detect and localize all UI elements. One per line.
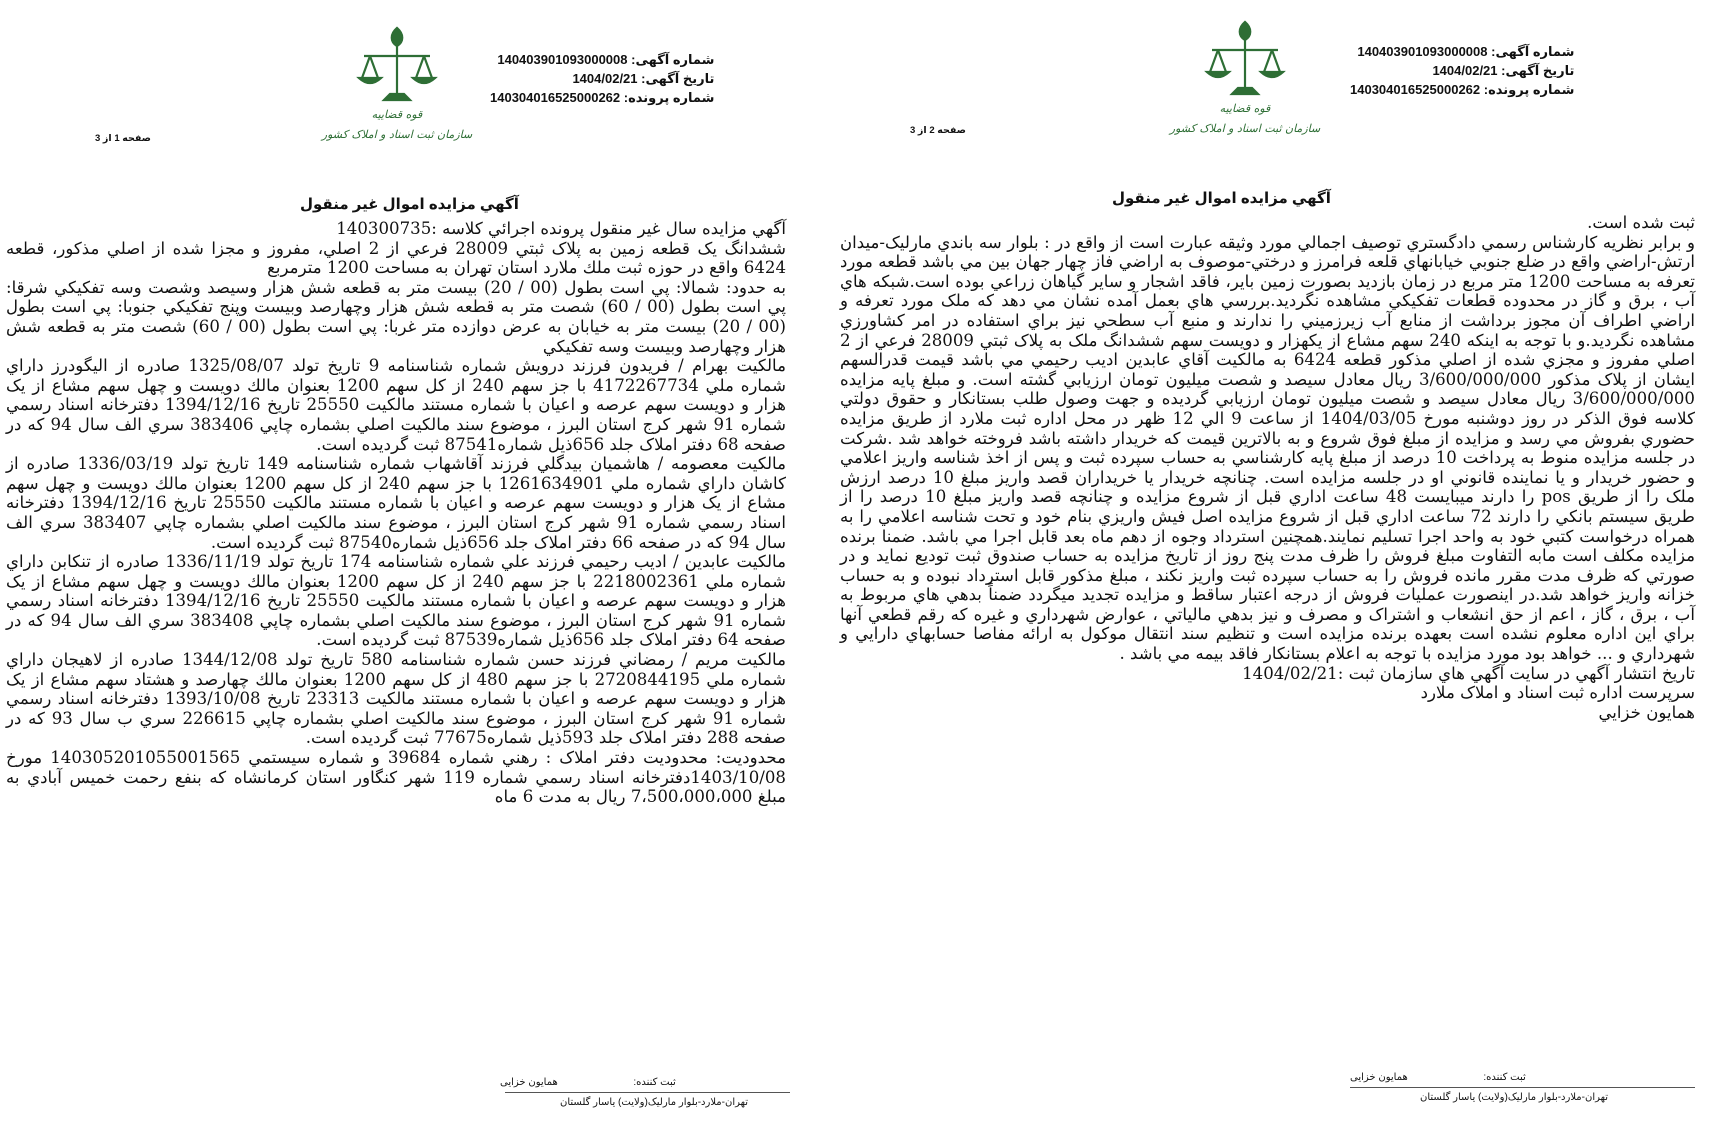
page-title: آگهي مزايده اموال غير منقول — [300, 196, 519, 213]
page-indicator: صفحه 1 از 3 — [95, 133, 151, 144]
paragraph-case-class: آگهي مزايده سال غير منقول پرونده اجرائي كلاسه :140300735 — [336, 219, 786, 238]
footer-registrar-name: همایون خزایی — [500, 1077, 558, 1088]
paragraph-owner-4: مالكيت مريم / رمضاني فرزند حسن شماره شناسنامه 580 تاريخ تولد 1344/12/08 صادره از لاهيجان داراي شماره ملي 2720844195 با جز سهم 480 از كل سهم 1200 بعنوان مالك چهارصد و هشتاد سهم مشاع از يک هزار و دويست سهم عرصه و اعيان با شماره مستند مالكيت 23313 تاريخ 1393/10/08 دفترخانه اسناد رسمي شماره 91 شهر كرج استان البرز ، موضوع سند مالكيت اصلي بشماره چاپي 226615 سري ب سال 93 كه در صفحه 288 دفتر املاک جلد 593ذيل شماره77675 ثبت گرديده است. — [6, 650, 786, 748]
paragraph-property: ششدانگ يک قطعه زمين به پلاک ثبتي 28009 فرعي از 2 اصلي، مفروز و مجزا شده از اصلي مذكور، قطعه 6424 واقع در حوزه ثبت ملك ملارد استان تهران به مساحت 1200 مترمربع — [6, 238, 786, 278]
page-title: آگهي مزايده اموال غير منقول — [1112, 190, 1331, 207]
paragraph-signatory: همايون خزايي — [1598, 702, 1695, 722]
ad-header-info — [490, 50, 714, 107]
announcement-body — [6, 219, 786, 807]
footer-registrar-name: همایون خزایی — [1350, 1072, 1408, 1083]
footer-address: تهران-ملارد-بلوار مارلیک(ولایت) یاسار گلستان — [1420, 1092, 1609, 1103]
announcement-body — [840, 213, 1695, 722]
paragraph-owner-2: مالكيت معصومه / هاشميان بيدگلي فرزند آقاشهاب شماره شناسنامه 149 تاريخ تولد 1336/03/19 صادره از كاشان داراي شماره ملي 1261634901 با جز سهم 240 از كل سهم 1200 بعنوان مالك دويست و چهل سهم مشاع از يک هزار و دويست سهم عرصه و اعيان با شماره مستند مالكيت 25550 تاريخ 1394/12/16 دفترخانه اسناد رسمي شماره 91 شهر كرج استان البرز ، موضوع سند مالكيت اصلي بشماره چاپي 383407 سري الف سال 94 كه در صفحه 66 دفتر املاک جلد 656ذيل شماره87540 ثبت گرديده است. — [6, 454, 786, 552]
logo-caption-organization: سازمان ثبت اسناد و املاک کشور — [1169, 122, 1321, 135]
footer-divider — [1350, 1087, 1695, 1088]
paragraph-owner-1: مالكيت بهرام / فريدون فرزند درويش شماره شناسنامه 9 تاريخ تولد 1325/08/07 صادره از اليگودرز داراي شماره ملي 4172267734 با جز سهم 240 از كل سهم 1200 بعنوان مالك دويست و چهل سهم مشاع از يک هزار و دويست سهم عرصه و اعيان با شماره مستند مالكيت 25550 تاريخ 1394/12/16 دفترخانه اسناد رسمي شماره 91 شهر كرج استان البرز ، موضوع سند مالكيت اصلي بشماره چاپي 383406 سري الف سال 94 كه در صفحه 68 دفتر املاک جلد 656ذيل شماره87541 ثبت گرديده است. — [6, 356, 786, 454]
paragraph-owner-3: مالكيت عابدين / اديب رحيمي فرزند علي شماره شناسنامه 174 تاريخ تولد 1336/11/19 صادره از تنكابن داراي شماره ملي 2218002361 با جز سهم 240 از كل سهم 1200 بعنوان مالك دويست و چهل سهم مشاع از يک هزار و دويست سهم عرصه و اعيان با شماره مستند مالكيت 25550 تاريخ 1394/12/16 دفترخانه اسناد رسمي شماره 91 شهر كرج استان البرز ، موضوع سند مالكيت اصلي بشماره چاپي 383408 سري الف سال 94 كه در صفحه 64 دفتر املاک جلد 656ذيل شماره87539 ثبت گرديده است. — [6, 552, 786, 650]
logo-caption-organization: سازمان ثبت اسناد و املاک کشور — [321, 128, 473, 141]
case-number: 140304016525000262 — [1350, 82, 1481, 97]
case-number-label: شماره پرونده: — [623, 90, 715, 105]
ad-date: 1404/02/21 — [572, 71, 638, 86]
page-indicator: صفحه 2 از 3 — [910, 125, 966, 136]
ad-date-label: تاریخ آگهی: — [1501, 63, 1575, 78]
footer-registrar-label: ثبت کننده: — [633, 1077, 676, 1088]
ad-date: 1404/02/21 — [1432, 63, 1498, 78]
ad-number-label: شماره آگهی: — [1491, 44, 1575, 59]
judiciary-scales-emblem-icon — [321, 20, 473, 150]
case-number-label: شماره پرونده: — [1483, 82, 1575, 97]
page-one — [0, 0, 800, 1130]
ad-number: 140403901093000008 — [497, 52, 628, 67]
ad-number: 140403901093000008 — [1357, 44, 1488, 59]
footer-registrar — [1350, 1072, 1526, 1083]
paragraph-boundaries: به حدود: شمالا: پي است بطول (00 / 20) بيست متر به قطعه شش هزار وسيصد وشصت وسه تفكيكي شرقا: پي است بطول (00 / 60) شصت متر به قطعه شش هزار وچهارصد وبيست وپنج تفكيكي جنوبا: پي است بطول (00 / 20) بيست متر به خيابان به عرض دوازده متر غربا: پي است بطول (00 / 60) شصت متر به قطعه شش هزار وچهارصد وبيست وسه تفكيكي — [6, 277, 787, 356]
logo-caption-judiciary: قوه قضاییه — [371, 108, 423, 121]
ad-number-row — [490, 50, 714, 69]
paragraph-expert-opinion: و برابر نظريه كارشناس رسمي دادگستري توصيف اجمالي مورد وثيقه عبارت است از واقع در : بلوار سه باندي مارليک-ميدان ارتش-اراضي واقع در ضلع جنوبي خيابانهاي قلعه فرامرز و درختي-موصوف به اراضي فاز چهار جهان بين مي باشد قطعه مورد تعرفه به مساحت 1200 متر مربع در زمان بازديد بصورت زمين باير، فاقد اشجار و ساير گياهان زراعي بوده است.شبكه هاي آب ، برق و گاز در محدوده قطعات تفكيكي مشاهده نگرديد.بررسي هاي بعمل آمده نشان مي دهد كه ملک مورد تعرفه و اراضي اطراف آن مجوز برداشت از منابع آب زيرزميني را ندارند و منبع آب سطحي نيز براي استفاده در امر كشاورزي مشاهده نگرديد.و با توجه به اينكه 240 سهم مشاع از يكهزار و دويست سهم ششدانگ ملک به پلاک ثبتي 28009 فرعي از 2 اصلي مفروز و مجزي شده از اصلي مذكور قطعه 6424 به مالكيت آقاي عابدين اديب رحيمي مي باشد قيمت قدرالسهم ايشان از پلاک مذكور 3/600/000/000 ريال معادل سيصد و شصت ميليون تومان ارزيابي گشته است. و مبلغ پايه مزايده 3/600/000/000 ريال معادل سيصد و شصت ميليون تومان ارزيابي گرديده و جهت وصول طلب بستانكار و حقوق دولتي كلاسه فوق الذكر در روز دوشنبه مورخ 1404/03/05 از ساعت 9 الي 12 ظهر در محل اداره ثبت ملارد از طريق مزايده حضوري بفروش مي رسد و مزايده از مبلغ فوق شروع و به بالاترين قيمت كه خريدار داشته باشد فروخته خواهد شد .شركت در جلسه مزايده منوط به پرداخت 10 درصد از مبلغ پايه كارشناسي به حساب سپرده ثبت و پس از اخذ شناسه واريز اعلامي و حضور خريدار و يا نماينده قانوني او در جلسه مزايده است. چنانچه خريدار يا خريداران قصد واريز مبلغ 10 درصد ارزش ملک را از طريق pos را دارند ميبايست 48 ساعت اداري قبل از شروع مزايده و چنانچه قصد واريز مبلغ 10 درصد را از طريق سيستم بانكي را دارند 72 ساعت اداري قبل از شروع مزايده اصل فيش واريزي بنام خود و تحت شناسه اعلامي را به همراه درخواست كتبي خود به واحد اجرا تسليم نمايند.همچنين استرداد وجوه از دهم ماه بعد قابل اجرا مي باشد. ضمنا برنده مزايده مكلف است مابه التفاوت مبلغ فروش را ظرف مدت پنج روز از تاريخ مزايده به حساب صندوق ثبت توديع نمايد و در صورتي كه ظرف مدت مقرر مانده فروش را به حساب سپرده ثبت واريز نكند ، مبلغ مذكور قابل استرداد نبوده و به حساب خزانه واريز خواهد شد.در اينصورت عمليات فروش از درجه اعتبار ساقط و مزايده تجديد ميگردد ضمناً بدهي هاي مربوط به آب ، برق ، گاز ، اعم از حق انشعاب و اشتراک و مصرف و نيز بدهي مالياتي ، عوارض شهرداري و غيره كه رقم قطعي آنها براي اين اداره معلوم نشده است بعهده برنده مزايده است و تنظيم سند انتقال موكول به ارائه مفاصا حسابهاي دارايي و شهرداري و ... خواهد بود مورد مزايده با توجه به اعلام بستانكار فاقد بيمه مي باشد . — [840, 232, 1696, 664]
paragraph-publish-date: تاريخ انتشار آگهي در سايت آگهي هاي سازمان ثبت :1404/02/21 — [1242, 663, 1695, 683]
page-two — [830, 0, 1710, 1130]
footer-registrar — [500, 1077, 676, 1088]
ad-date-row — [1350, 61, 1574, 80]
footer-divider — [505, 1092, 790, 1093]
paragraph-office-head: سرپرست اداره ثبت اسناد و املاک ملارد — [1420, 683, 1695, 703]
ad-number-label: شماره آگهی: — [631, 52, 715, 67]
paragraph-registered: ثبت شده است. — [1587, 213, 1695, 232]
ad-header-info — [1350, 42, 1574, 99]
ad-date-label: تاریخ آگهی: — [641, 71, 715, 86]
paragraph-restriction: محدوديت: محدوديت دفتر املاک : رهني شماره 39684 و شماره سيستمي 140305201055001565 مورخ 1403/10/08دفترخانه اسناد رسمي شماره 119 شهر كنگاور استان كرمانشاه كه بنفع رحمت خميس آبادي به مبلغ 7،500،000،000 ريال به مدت 6 ماه — [6, 748, 786, 807]
footer-registrar-label: ثبت کننده: — [1483, 1072, 1526, 1083]
logo-caption-judiciary: قوه قضاییه — [1219, 102, 1271, 115]
ad-date-row — [490, 69, 714, 88]
case-number-row — [490, 88, 714, 107]
footer-address: تهران-ملارد-بلوار مارلیک(ولایت) یاسار گلستان — [560, 1097, 749, 1108]
case-number-row — [1350, 80, 1574, 99]
ad-number-row — [1350, 42, 1574, 61]
judiciary-scales-emblem-icon — [1169, 14, 1321, 144]
case-number: 140304016525000262 — [490, 90, 621, 105]
